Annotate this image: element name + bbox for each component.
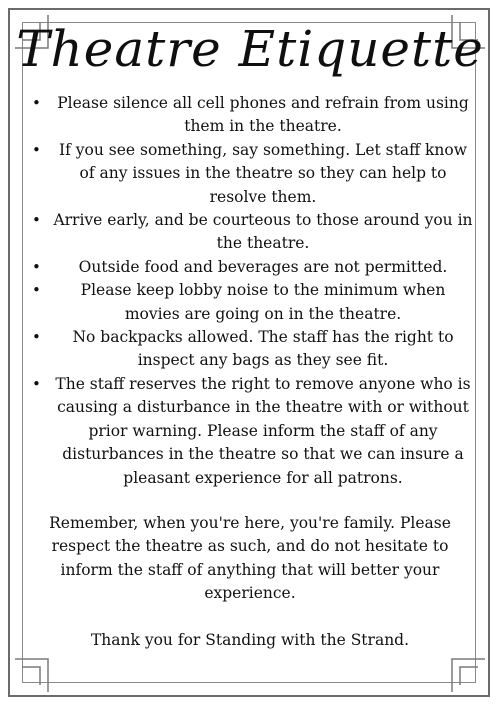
list-item: • If you see something, say something. Let staff know of any issues in the theatre so they can help to resolve them.	[32, 140, 468, 206]
etiquette-list	[28, 92, 474, 490]
bullet-icon: •	[32, 211, 41, 230]
bullet-icon: •	[32, 257, 41, 276]
list-item: • The staff reserves the right to remove anyone who is causing a disturbance in the theatre with or without prior warning. Please inform the staff of any disturbances in the theatre so that we can insure a pleasant experience for all patrons.	[32, 374, 471, 487]
list-item: • Please silence all cell phones and refrain from using them in the theatre.	[32, 94, 469, 136]
bullet-icon: •	[32, 374, 41, 393]
list-item: • Please keep lobby noise to the minimum when movies are going on in the theatre.	[32, 281, 446, 323]
page-title: Theatre Etiquette	[16, 20, 484, 78]
bullet-icon: •	[32, 140, 41, 159]
closing-paragraph: Remember, when you're here, you're family. Please respect the theatre as such, and do not hesitate to inform the staff of anything that will better your experience.	[49, 514, 451, 603]
bullet-icon: •	[32, 281, 41, 300]
thank-you-line: Thank you for Standing with the Strand.	[90, 631, 410, 649]
list-item: • No backpacks allowed. The staff has the right to inspect any bags as they see fit.	[32, 328, 454, 370]
list-item: • Arrive early, and be courteous to those around you in the theatre.	[32, 211, 473, 253]
bullet-icon: •	[32, 94, 41, 112]
bullet-icon: •	[32, 328, 41, 347]
list-item: • Outside food and beverages are not permitted.	[28, 256, 474, 279]
